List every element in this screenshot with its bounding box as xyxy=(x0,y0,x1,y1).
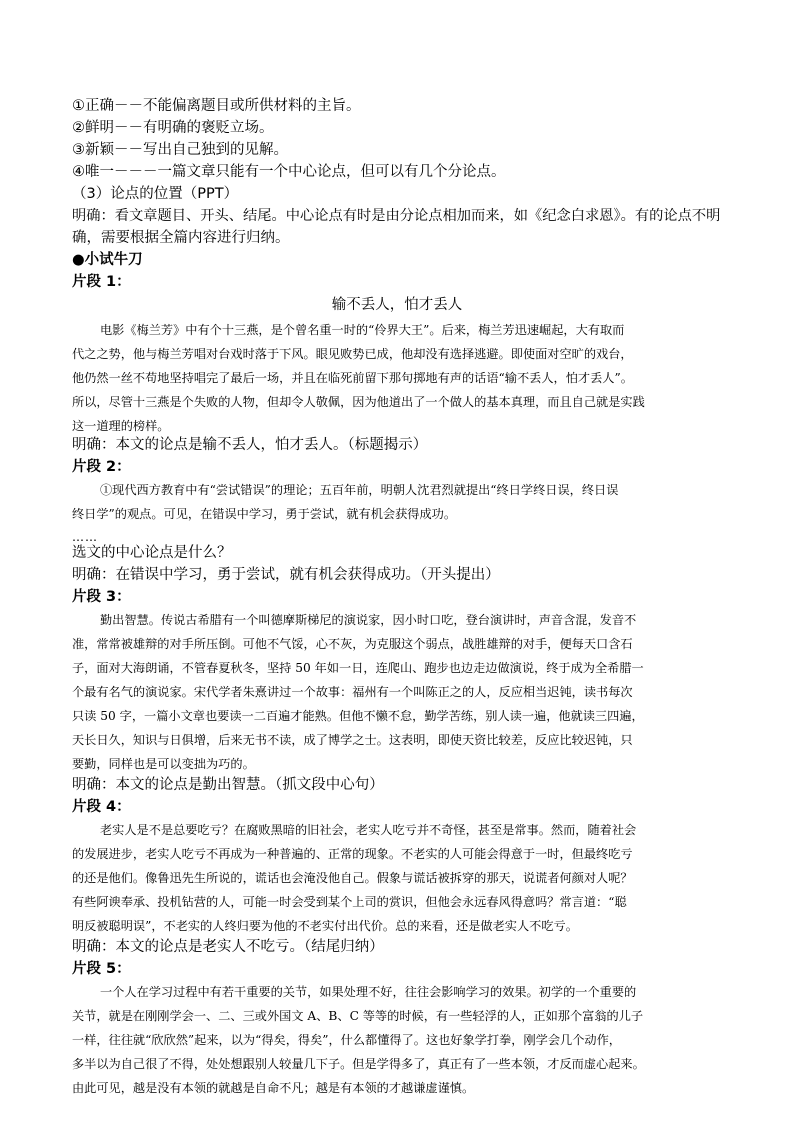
fragment-3-line: 勤出智慧。传说古希腊有一个叫德摩斯梯尼的演说家，因小时口吃，登台演讲时，声音含混，发音不 xyxy=(100,613,637,627)
fragment-5-line: 关节，就是在刚刚学会一、二、三或外国文 A、B、C 等等的时候，有一些轻浮的人，正如那个富翁的儿子 xyxy=(72,1009,644,1023)
fragment-5-line: 由此可见，越是没有本领的就越是自命不凡；越是有本领的才越谦虚谨慎。 xyxy=(72,1081,475,1095)
fragment-3-line: 准，常常被雄辩的对手所压倒。可他不气馁，心不灰，为克服这个弱点，战胜雄辩的对手，便每天口含石 xyxy=(72,637,633,651)
fragment-1-answer: 明确：本文的论点是输不丢人，怕才丢人。（标题揭示） xyxy=(72,437,428,453)
fragment-3-answer: 明确：本文的论点是勤出智慧。（抓文段中心句） xyxy=(72,777,384,793)
fragment-5-label: 片段 5： xyxy=(72,961,131,977)
fragment-3-line: 只读 50 字，一篇小文章也要读一二百遍才能熟。但他不懒不怠，勤学苦练，别人读一遍，他就读三四遍， xyxy=(72,709,644,723)
fragment-3-line: 要勤，同样也是可以变拙为巧的。 xyxy=(72,757,255,771)
fragment-3-line: 天长日久，知识与日俱增，后来无书不读，成了博学之士。这表明，即使天资比较差，反应比较迟钝，只 xyxy=(72,733,633,747)
criterion-correct: ①正确－－不能偏离题目或所供材料的主旨。 xyxy=(72,98,361,114)
fragment-2-question: 选文的中心论点是什么？ xyxy=(72,545,232,561)
fragment-1-line: 他仍然一丝不苟地坚持唱完了最后一场，并且在临死前留下那句掷地有声的话语“输不丢人，怕才丢人”。 xyxy=(72,371,633,385)
fragment-1-line: 代之之势，他与梅兰芳唱对台戏时落于下风。眼见败势已成，他却没有选择逃避。即使面对空旷的戏台， xyxy=(72,347,633,361)
fragment-4-line: 的还是他们。像鲁迅先生所说的，谎话也会淹没他自己。假象与谎话被拆穿的那天，说谎者何颜对人呢？ xyxy=(72,871,633,885)
fragment-3-label: 片段 3： xyxy=(72,589,131,605)
fragment-1-line: 电影《梅兰芳》中有个十三燕，是个曾名重一时的“伶界大王”。后来，梅兰芳迅速崛起，大有取而 xyxy=(100,323,625,337)
fragment-4-answer: 明确：本文的论点是老实人不吃亏。（结尾归纳） xyxy=(72,939,384,955)
practice-heading: ●小试牛刀 xyxy=(72,252,143,268)
fragment-1-title: 输不丢人，怕才丢人 xyxy=(331,297,463,313)
fragment-4-line: 明反被聪明误”，不老实的人终归要为他的不老实付出代价。总的来看，还是做老实人不吃亏。 xyxy=(72,919,578,933)
criterion-novel: ③新颖－－写出自己独到的见解。 xyxy=(72,142,288,158)
fragment-2-line: ①现代西方教育中有“尝试错误”的理论；五百年前，明朝人沈君烈就提出“终日学终日误，终日误 xyxy=(100,483,619,497)
position-answer-line-2: 确，需要根据全篇内容进行归纳。 xyxy=(72,230,290,246)
fragment-3-line: 个最有名气的演说家。宋代学者朱熹讲过一个故事：福州有一个叫陈正之的人，反应相当迟钝，读书每次 xyxy=(72,685,633,699)
position-heading: （3）论点的位置（PPT） xyxy=(72,186,239,202)
fragment-1-line: 这一道理的榜样。 xyxy=(72,419,170,433)
fragment-5-line: 一个人在学习过程中有若干重要的关节，如果处理不好，往往会影响学习的效果。初学的一个重要的 xyxy=(100,985,637,999)
fragment-4-line: 老实人是不是总要吃亏？在腐败黑暗的旧社会，老实人吃亏并不奇怪，甚至是常事。然而，随着社会 xyxy=(100,823,637,837)
fragment-1-line: 所以，尽管十三燕是个失败的人物，但却令人敬佩，因为他道出了一个做人的基本真理，而且自己就是实践 xyxy=(72,395,645,409)
fragment-2-line: 终日学”的观点。可见，在错误中学习，勇于尝试，就有机会获得成功。 xyxy=(72,507,457,521)
fragment-2-answer: 明确：在错误中学习，勇于尝试，就有机会获得成功。（开头提出） xyxy=(72,567,500,583)
fragment-4-line: 的发展进步，老实人吃亏不再成为一种普遍的、正常的现象。不老实的人可能会得意于一时，但最终吃亏 xyxy=(72,847,633,861)
fragment-1-label: 片段 1： xyxy=(72,274,131,290)
fragment-5-line: 一样，往往就“欣欣然”起来，以为“得矣，得矣”，什么都懂得了。这也好象学打拳，刚学会几个动作， xyxy=(72,1033,621,1047)
criterion-clear: ②鲜明－－有明确的褒贬立场。 xyxy=(72,120,274,136)
fragment-2-ellipsis: …… xyxy=(72,530,98,544)
fragment-2-label: 片段 2： xyxy=(72,459,131,475)
fragment-5-line: 多半以为自己很了不得，处处想跟别人较量几下子。但是学得多了，真正有了一些本领，才反而虚心起来。 xyxy=(72,1057,645,1071)
fragment-3-line: 子，面对大海朗诵，不管春夏秋冬，坚持 50 年如一日，连爬山、跑步也边走边做演说，终于成为全希腊一 xyxy=(72,661,644,675)
fragment-4-line: 有些阿谀奉承、投机钻营的人，可能一时会受到某个上司的赏识，但他会永远春风得意吗？常言道：“聪 xyxy=(72,895,627,909)
criterion-unique: ④唯一－－－一篇文章只能有一个中心论点，但可以有几个分论点。 xyxy=(72,164,506,180)
position-answer-line-1: 明确：看文章题目、开头、结尾。中心论点有时是由分论点相加而来，如《纪念白求恩》。有的论点不明 xyxy=(72,208,721,224)
fragment-4-label: 片段 4： xyxy=(72,799,131,815)
